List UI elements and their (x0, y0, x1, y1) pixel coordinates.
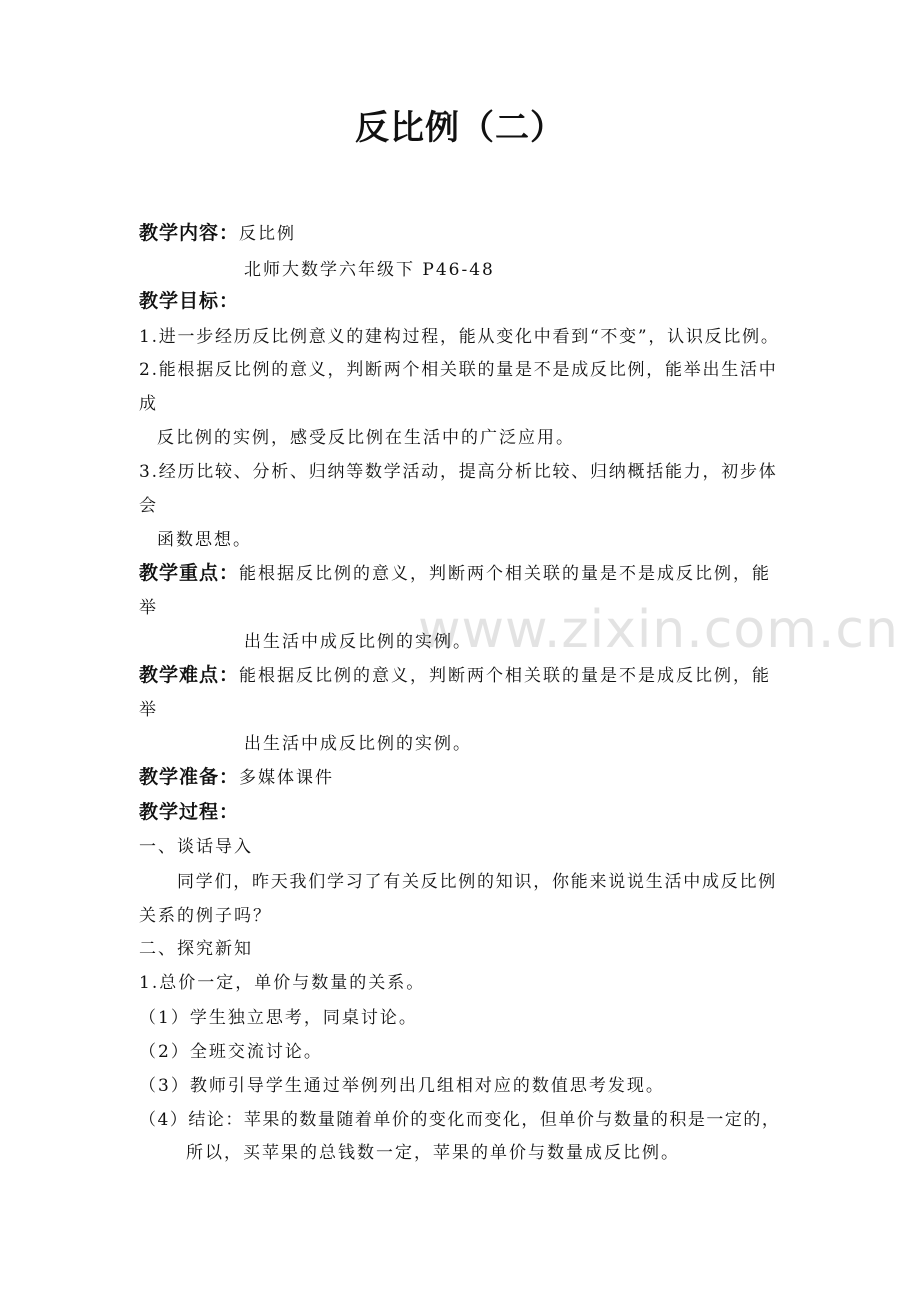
difficulties-text: 能根据反比例的意义，判断两个相关联的量是不是成反比例，能 (239, 666, 772, 686)
step-1-sub-1: （1）学生独立思考，同桌讨论。 (139, 1008, 418, 1028)
key-points-heading: 教学重点： (139, 562, 240, 584)
content-row (139, 222, 296, 245)
content-heading: 教学内容： (139, 222, 240, 244)
part-1-text-line-2: 关系的例子吗？ (139, 906, 272, 926)
difficulties-row (139, 664, 771, 687)
objectives-heading: 教学目标： (139, 290, 240, 312)
preparation-heading: 教学准备： (139, 766, 240, 788)
watermark: www.zixin.com.cn (418, 600, 899, 660)
objective-2-line-1: 2.能根据反比例的意义，判断两个相关联的量是不是成反比例，能举出生活中 (139, 360, 778, 380)
difficulties-heading: 教学难点： (139, 664, 240, 686)
objective-1: 1.进一步经历反比例意义的建构过程，能从变化中看到“不变”，认识反比例。 (139, 327, 780, 347)
key-points-row (139, 562, 771, 585)
step-1-sub-3: （3）教师引导学生通过举例列出几组相对应的数值思考发现。 (139, 1076, 665, 1096)
objective-3-line-3: 函数思想。 (157, 530, 252, 550)
objective-3-line-1: 3.经历比较、分析、归纳等数学活动，提高分析比较、归纳概括能力，初步体 (139, 462, 778, 482)
objective-2-line-3: 反比例的实例，感受反比例在生活中的广泛应用。 (157, 428, 575, 448)
step-1-sub-2: （2）全班交流讨论。 (139, 1042, 323, 1062)
objective-2-line-2: 成 (139, 394, 158, 414)
part-1-text-line-1: 同学们，昨天我们学习了有关反比例的知识，你能来说说生活中成反比例 (177, 872, 777, 892)
step-1-sub-4-line-1: （4）结论：苹果的数量随着单价的变化而变化，但单价与数量的积是一定的， (139, 1110, 781, 1130)
step-1-sub-4-line-2: 所以，买苹果的总钱数一定，苹果的单价与数量成反比例。 (186, 1143, 680, 1163)
process-heading: 教学过程： (139, 801, 240, 823)
preparation-text: 多媒体课件 (239, 768, 335, 788)
difficulties-continued: 出生活中成反比例的实例。 (244, 734, 472, 754)
page-title: 反比例（二） (355, 108, 565, 148)
part-1-title: 一、谈话导入 (139, 837, 253, 857)
preparation-row (139, 766, 334, 789)
objective-3-line-2: 会 (139, 496, 158, 516)
key-points-continued: 出生活中成反比例的实例。 (244, 632, 472, 652)
step-1: 1.总价一定，单价与数量的关系。 (139, 973, 426, 993)
difficulties-wrap: 举 (139, 700, 158, 720)
key-points-text: 能根据反比例的意义，判断两个相关联的量是不是成反比例，能 (239, 564, 772, 584)
content-text: 反比例 (239, 224, 297, 244)
content-source: 北师大数学六年级下 P46-48 (244, 260, 495, 280)
part-2-title: 二、探究新知 (139, 939, 253, 959)
key-points-wrap: 举 (139, 598, 158, 618)
